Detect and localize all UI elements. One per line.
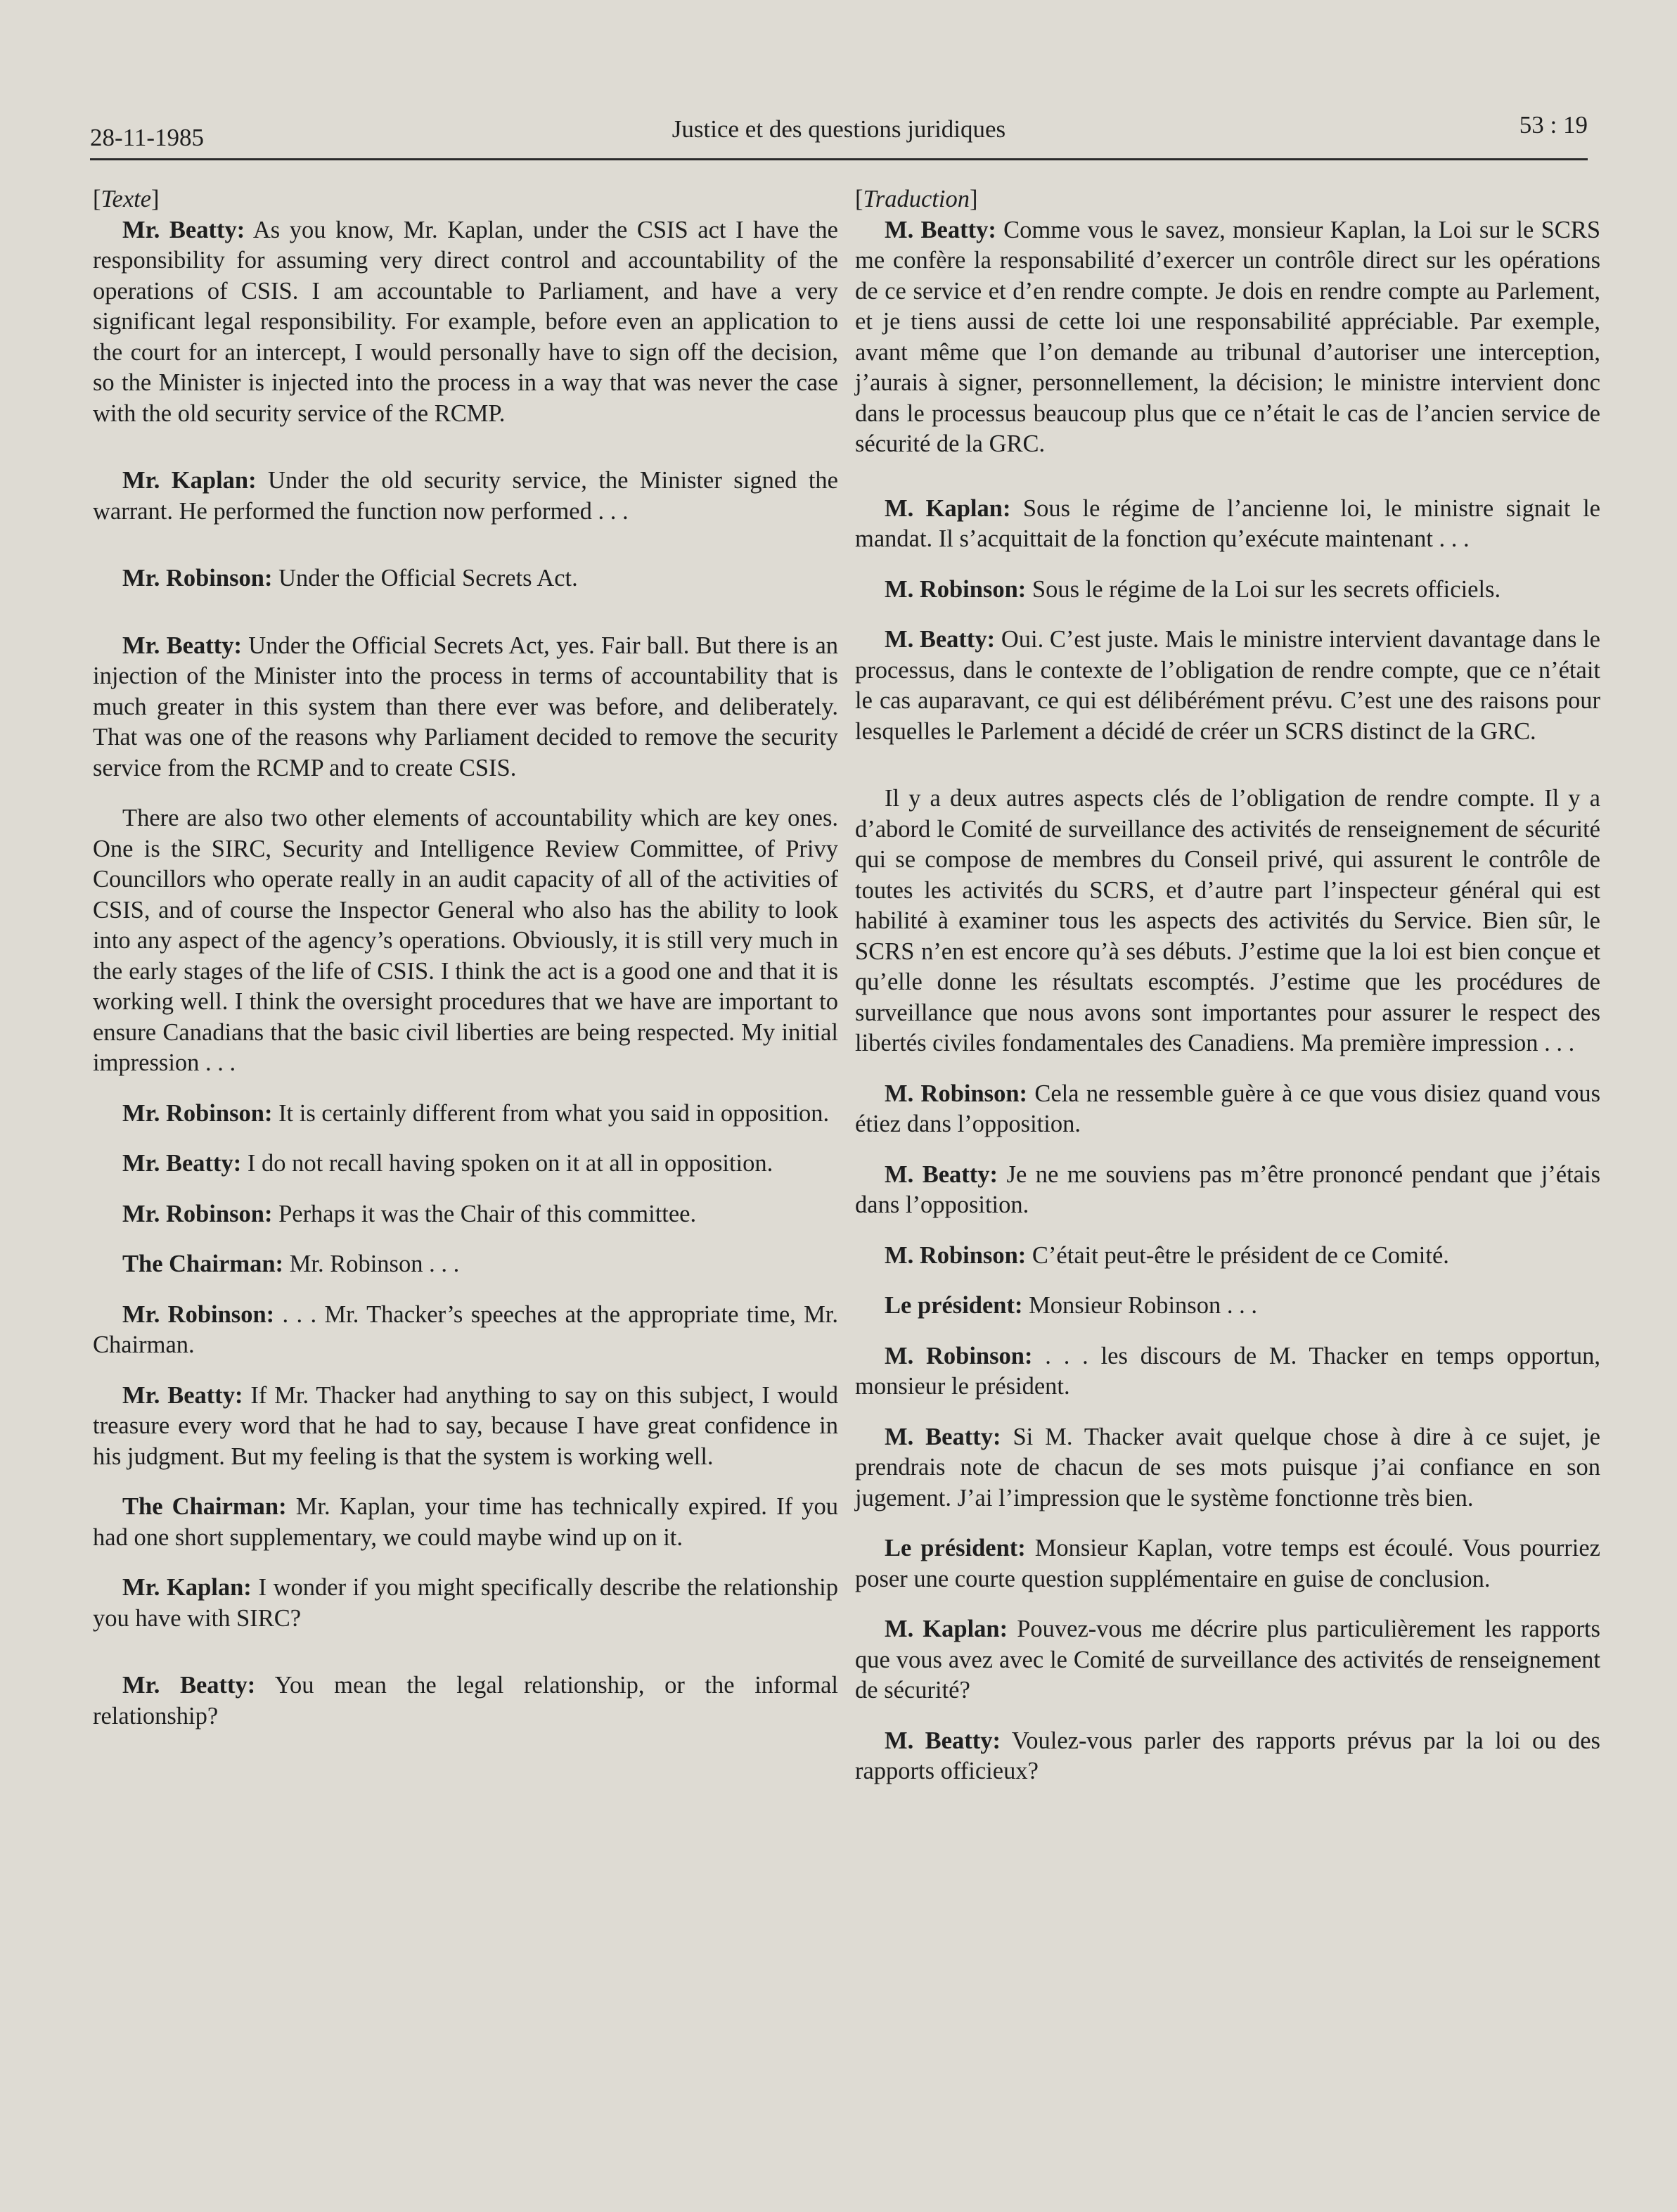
paragraph	[855, 784, 1600, 1059]
speech: As you know, Mr. Kaplan, under the CSIS act I have the responsibility for assuming very direct control and accountability of the operations of CSIS. I am accountable to Parliament, and have a very significant legal responsibility. For example, before even an application to the court for an intercept, I would personally have to sign off the decision, so the Minister is injected into the process in a way that was never the case with the old security service of the RCMP.	[93, 216, 838, 427]
paragraph	[93, 1099, 838, 1130]
header-page-number: 53 : 19	[1519, 111, 1588, 139]
section-label: [Texte]	[93, 186, 160, 212]
paragraph	[93, 803, 838, 1079]
speech: Under the old security service, the Minister signed the warrant. He performed the function now performed . . .	[93, 467, 838, 525]
speaker: Mr. Beatty:	[122, 216, 245, 243]
section-label: [Traduction]	[855, 186, 978, 212]
speech: I wonder if you might specifically describe the relationship you have with SIRC?	[93, 1574, 838, 1632]
paragraph	[855, 1726, 1600, 1787]
speaker: M. Beatty:	[885, 1161, 998, 1188]
speaker: M. Kaplan:	[885, 494, 1011, 522]
speech: . . . les discours de M. Thacker en temps opportun, monsieur le président.	[855, 1342, 1600, 1400]
paragraph	[855, 1341, 1600, 1402]
speech: Under the Official Secrets Act.	[278, 565, 578, 592]
speaker: M. Kaplan:	[885, 1616, 1008, 1642]
speaker: Mr. Robinson:	[122, 1300, 275, 1328]
speech: Comme vous le savez, monsieur Kaplan, la Loi sur le SCRS me confère la responsabilité d’exercer un contrôle direct sur les opérations de ce service et d’en rendre compte. Je dois en rendre compte au Parlement, et je tiens aussi de cette loi une responsabilité appréciable. Par exemple, avant même que l’on demande au tribunal d’autoriser une interception, j’aurais à signer, personnellement, la décision; le ministre intervient donc dans le processus beaucoup plus que ce n’était le cas de l’ancien service de sécurité de la GRC.	[855, 216, 1601, 457]
paragraph	[855, 494, 1600, 555]
paragraph	[855, 1241, 1600, 1272]
paragraph	[93, 1300, 838, 1361]
speech: I do not recall having spoken on it at all in opposition.	[247, 1150, 773, 1177]
speech: Under the Official Secrets Act, yes. Fair ball. But there is an injection of the Minister into the process in terms of accountability that is much greater in this system than there ever was before, and deliberately. That was one of the reasons why Parliament decided to remove the security service from the RCMP and to create CSIS.	[93, 632, 839, 781]
speech: It is certainly different from what you said in opposition.	[278, 1099, 830, 1127]
header-rule	[90, 158, 1588, 160]
paragraph	[93, 1670, 838, 1732]
speech: Mr. Robinson . . .	[289, 1251, 460, 1277]
speaker: Mr. Robinson:	[122, 1099, 273, 1127]
speaker: M. Beatty:	[885, 626, 996, 653]
speech: Monsieur Kaplan, votre temps est écoulé. Vous pourriez poser une courte question supplémentaire en guise de conclusion.	[855, 1535, 1600, 1592]
speaker: Mr. Beatty:	[122, 632, 242, 659]
speech: Monsieur Robinson . . .	[1029, 1292, 1257, 1319]
paragraph	[855, 1422, 1600, 1514]
paragraph	[855, 1291, 1600, 1322]
speaker: M. Robinson:	[885, 1342, 1033, 1369]
paragraph	[93, 1492, 838, 1553]
speaker: Mr. Robinson:	[122, 565, 273, 592]
paragraph	[93, 1199, 838, 1230]
speech: Oui. C’est juste. Mais le ministre intervient davantage dans le processus, dans le contexte de l’obligation de rendre compte, que ce n’était le cas auparavant, ce qui est délibérément prévu. C’est une des raisons pour lesquelles le Parlement a décidé de créer un SCRS distinct de la GRC.	[855, 626, 1600, 745]
english-column	[93, 184, 838, 1751]
paragraph	[855, 1160, 1600, 1221]
speaker: Mr. Beatty:	[122, 1150, 242, 1177]
speech: C’était peut-être le président de ce Comité.	[1032, 1241, 1449, 1269]
paragraph	[855, 575, 1600, 606]
speaker: Le président:	[885, 1292, 1023, 1319]
speaker: M. Beatty:	[885, 1423, 1001, 1450]
speech: Voulez-vous parler des rapports prévus par la loi ou des rapports officieux?	[855, 1727, 1600, 1784]
speaker: M. Robinson:	[885, 1080, 1028, 1107]
paragraph	[855, 215, 1600, 460]
speaker: The Chairman:	[122, 1493, 287, 1520]
speaker: Mr. Kaplan:	[122, 467, 257, 494]
speaker: Mr. Robinson:	[122, 1200, 273, 1227]
paragraph	[855, 1079, 1600, 1140]
header-date: 28-11-1985	[90, 124, 205, 151]
speaker: M. Robinson:	[885, 1241, 1027, 1269]
speaker: Le président:	[885, 1535, 1026, 1561]
paragraph	[93, 631, 838, 784]
speech: Je ne me souviens pas m’être prononcé pendant que j’étais dans l’opposition.	[855, 1161, 1601, 1218]
paragraph	[93, 563, 838, 594]
speaker: M. Beatty:	[885, 1727, 1001, 1754]
speaker: Mr. Kaplan:	[122, 1574, 252, 1601]
paragraph	[93, 1249, 838, 1280]
speech: Pouvez-vous me décrire plus particulièrement les rapports que vous avez avec le Comité de surveillance des activités de renseignement de sécurité?	[855, 1616, 1600, 1703]
paragraph	[93, 1149, 838, 1179]
speech: You mean the legal relationship, or the informal relationship?	[93, 1672, 838, 1730]
speaker: The Chairman:	[122, 1251, 284, 1277]
speech: Sous le régime de la Loi sur les secrets officiels.	[1032, 575, 1501, 603]
speaker: M. Beatty:	[885, 216, 996, 243]
speech: There are also two other elements of accountability which are key ones. One is the SIRC, Security and Intelligence Review Committee, of Privy Councillors who operate really in an audit capacity of all of the activities of CSIS, and of course the Inspector General who also has the ability to look into any aspect of the agency’s operations. Obviously, it is still very much in the early stages of the life of CSIS. I think the act is a good one and that it is working well. I think the oversight procedures that we have are important to ensure Canadians that the basic civil liberties are being respected. My initial impression . . .	[93, 805, 838, 1076]
speaker: Mr. Beatty:	[122, 1672, 256, 1699]
paragraph	[93, 215, 838, 430]
paragraph	[855, 1614, 1600, 1706]
paragraph	[855, 1533, 1600, 1594]
speaker: M. Robinson:	[885, 575, 1027, 603]
speech: Mr. Kaplan, your time has technically expired. If you had one short supplementary, we could maybe wind up on it.	[93, 1493, 839, 1551]
header-title: Justice et des questions juridiques	[672, 115, 1006, 143]
french-column	[855, 184, 1600, 1807]
speaker: Mr. Beatty:	[122, 1381, 243, 1409]
speech: Cela ne ressemble guère à ce que vous disiez quand vous étiez dans l’opposition.	[855, 1080, 1600, 1137]
speech: . . . Mr. Thacker’s speeches at the appropriate time, Mr. Chairman.	[93, 1300, 839, 1358]
page-header	[90, 111, 1588, 151]
paragraph	[93, 1381, 838, 1473]
speech: If Mr. Thacker had anything to say on this subject, I would treasure every word that he had to say, because I have great confidence in his judgment. But my feeling is that the system is working well.	[93, 1381, 839, 1470]
paragraph	[855, 625, 1600, 747]
speech: Perhaps it was the Chair of this committee.	[278, 1200, 697, 1227]
speech: Il y a deux autres aspects clés de l’obligation de rendre compte. Il y a d’abord le Comité de surveillance des activités de renseignement de sécurité qui se compose de membres du Conseil privé, qui assurent le contrôle de toutes les activités du SCRS, et d’autre part l’inspecteur général qui est habilité à examiner tous les aspects des activités du Service. Bien sûr, le SCRS n’en est encore qu’à ses débuts. J’estime que la loi est bien conçue et qu’elle donne les résultats escomptés. J’estime que les procédures de surveillance que nous avons sont importantes pour assurer le respect des libertés civiles fondamentales des Canadiens. Ma première impression . . .	[855, 785, 1600, 1056]
speech: Sous le régime de l’ancienne loi, le ministre signait le mandat. Il s’acquittait de la fonction qu’exécute maintenant . . .	[855, 494, 1600, 552]
speech: Si M. Thacker avait quelque chose à dire à ce sujet, je prendrais note de chacun de ses mots puisque j’ai confiance en son jugement. J’ai l’impression que le système fonctionne très bien.	[855, 1423, 1600, 1511]
paragraph	[93, 466, 838, 527]
paragraph	[93, 1573, 838, 1634]
